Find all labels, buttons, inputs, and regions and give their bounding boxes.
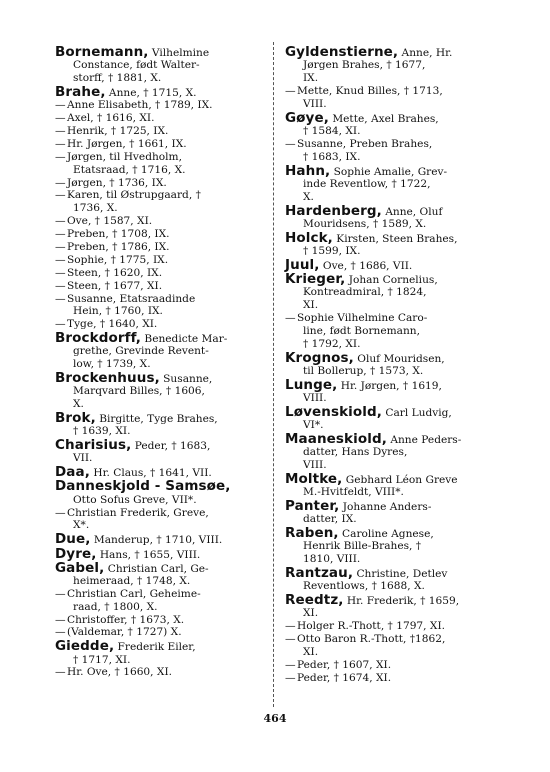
surname: Brok,	[55, 410, 96, 427]
index-entry	[55, 479, 265, 493]
dash-mark: —	[285, 620, 296, 633]
index-continuation	[55, 385, 265, 398]
dash-mark: —	[55, 215, 66, 228]
dash-mark: —	[55, 318, 66, 331]
surname: Lunge,	[285, 376, 338, 393]
entry-text: Peder, † 1683,	[131, 440, 211, 453]
entry-text: Kontreadmiral, † 1824,	[303, 286, 427, 299]
page-number: 464	[263, 712, 287, 725]
dash-mark: —	[55, 240, 66, 253]
entry-text: Ove, † 1587, XI.	[67, 215, 153, 228]
index-entry	[285, 351, 495, 365]
dash-mark: —	[55, 626, 66, 639]
dash-mark: —	[285, 632, 296, 645]
entry-text: Birgitte, Tyge Brahes,	[95, 413, 218, 426]
dash-mark: —	[55, 176, 66, 189]
entry-text: Sophie Vilhelmine Caro-	[297, 311, 428, 324]
index-continuation	[55, 601, 265, 614]
index-entry	[55, 438, 265, 452]
index-entry	[285, 231, 495, 245]
entry-text: Henrik, † 1725, IX.	[67, 124, 169, 137]
entry-text: Preben, † 1708, IX.	[67, 228, 170, 241]
index-continuation	[285, 540, 495, 553]
entry-text: Otto Baron R.-Thott, †1862,	[297, 632, 446, 645]
entry-text: Caroline Agnese,	[338, 527, 434, 540]
dash-mark: —	[285, 658, 296, 671]
index-subentry	[55, 99, 265, 112]
entry-text: Christine, Detlev	[353, 567, 448, 580]
dash-mark: —	[55, 613, 66, 626]
entry-text: Hr. Claus, † 1641, VII.	[89, 467, 212, 480]
entry-text: Hr. Jørgen, † 1619,	[337, 379, 442, 392]
index-entry	[285, 204, 495, 218]
entry-text: VIII.	[303, 458, 327, 471]
entry-text: X*.	[73, 519, 90, 532]
index-continuation	[285, 178, 495, 191]
index-entry	[285, 111, 495, 125]
surname: Maaneskiold,	[285, 430, 387, 447]
entry-text: M.-Hvitfeldt, VIII*.	[303, 485, 404, 498]
entry-text: Oluf Mouridsen,	[353, 352, 445, 365]
surname: Dyre,	[55, 545, 97, 562]
dash-mark: —	[55, 189, 66, 202]
entry-text: heimeraad, † 1748, X.	[73, 574, 191, 587]
surname: Moltke,	[285, 470, 343, 487]
index-entry	[55, 532, 265, 546]
index-subentry	[285, 672, 495, 685]
entry-text: line, født Bornemann,	[303, 324, 421, 337]
surname: Holck,	[285, 229, 333, 246]
entry-text: † 1599, IX.	[303, 244, 361, 257]
entry-text: Kirsten, Steen Brahes,	[332, 232, 458, 245]
entry-text: Mouridsens, † 1589, X.	[303, 217, 427, 230]
index-continuation	[285, 72, 495, 85]
entry-text: storff, † 1881, X.	[73, 72, 162, 85]
index-subentry	[55, 112, 265, 125]
surname: Due,	[55, 531, 91, 548]
surname: Hahn,	[285, 162, 331, 179]
surname: Brockenhuus,	[55, 370, 160, 387]
index-entry	[285, 258, 495, 272]
entry-text: datter, IX.	[303, 513, 357, 526]
entry-text: † 1683, IX.	[303, 150, 361, 163]
entry-text: Gebhard Léon Greve	[342, 473, 458, 486]
entry-text: † 1792, XI.	[303, 337, 361, 350]
index-subentry	[55, 189, 265, 202]
index-subentry	[285, 138, 495, 151]
index-entry	[55, 331, 265, 345]
dash-mark: —	[55, 506, 66, 519]
dash-mark: —	[55, 124, 66, 137]
index-continuation	[55, 654, 265, 667]
entry-text: Anne Peders-	[386, 433, 462, 446]
entry-text: Tyge, † 1640, XI.	[67, 318, 158, 331]
entry-text: Axel, † 1616, XI.	[67, 112, 155, 125]
dash-mark: —	[285, 671, 296, 684]
surname: Gyldenstierne,	[285, 44, 399, 60]
index-subentry	[55, 138, 265, 151]
index-continuation	[285, 325, 495, 338]
entry-text: Jørgen, til Hvedholm,	[67, 150, 182, 163]
entry-text: Anne, † 1715, X.	[105, 86, 197, 99]
entry-text: IX.	[303, 72, 319, 85]
surname: Raben,	[285, 524, 339, 541]
entry-text: Reventlows, † 1688, X.	[303, 580, 425, 593]
surname: Hardenberg,	[285, 202, 382, 219]
entry-text: Constance, født Walter-	[73, 59, 200, 72]
index-entry	[285, 593, 495, 607]
entry-text: Anne, Hr.	[398, 47, 453, 59]
index-entry	[285, 405, 495, 419]
entry-text: 1736, X.	[73, 202, 118, 215]
index-continuation	[285, 446, 495, 459]
index-continuation	[285, 299, 495, 312]
entry-text: † 1639, XI.	[73, 425, 131, 438]
entry-text: Marqvard Billes, † 1606,	[73, 385, 205, 398]
index-continuation	[285, 125, 495, 138]
index-entry	[55, 465, 265, 479]
index-entry	[285, 272, 495, 286]
surname: Gøye,	[285, 109, 329, 126]
dash-mark: —	[55, 137, 66, 150]
surname: Daa,	[55, 464, 90, 481]
entry-text: VII.	[73, 452, 93, 465]
left-column	[55, 45, 265, 679]
index-entry	[285, 378, 495, 392]
index-subentry	[55, 666, 265, 679]
entry-text: Susanne, Preben Brahes,	[297, 137, 433, 150]
index-subentry	[55, 177, 265, 190]
entry-text: Susanne,	[159, 373, 213, 386]
dash-mark: —	[55, 266, 66, 279]
index-entry	[285, 566, 495, 580]
dash-mark: —	[55, 112, 66, 125]
index-subentry	[55, 280, 265, 293]
dash-mark: —	[285, 311, 296, 324]
index-entry	[285, 526, 495, 540]
dash-mark: —	[55, 279, 66, 292]
right-column	[285, 45, 495, 685]
index-entry	[285, 499, 495, 513]
entry-text: grethe, Grevinde Revent-	[73, 345, 209, 358]
index-continuation	[55, 575, 265, 588]
dash-mark: —	[55, 99, 66, 112]
entry-text: Etatsraad, † 1716, X.	[73, 163, 186, 176]
surname: Giedde,	[55, 638, 115, 655]
index-entry	[55, 371, 265, 385]
entry-text: Manderup, † 1710, VIII.	[90, 534, 223, 547]
entry-text: Vilhelmine	[148, 47, 210, 59]
entry-text: Holger R.-Thott, † 1797, XI.	[297, 620, 446, 633]
index-entry	[285, 432, 495, 446]
entry-text: Christian Frederik, Greve,	[67, 506, 209, 519]
entry-text: VIII.	[303, 391, 327, 404]
entry-text: Carl Ludvig,	[381, 406, 452, 419]
entry-text: † 1717, XI.	[73, 653, 131, 666]
index-subentry	[55, 228, 265, 241]
index-subentry	[285, 85, 495, 98]
surname: Panter,	[285, 497, 340, 514]
entry-text: (Valdemar, † 1727) X.	[67, 626, 182, 639]
entry-text: XI.	[303, 299, 319, 311]
index-subentry	[55, 588, 265, 601]
dash-mark: —	[285, 137, 296, 150]
index-entry	[285, 472, 495, 486]
dash-mark: —	[55, 292, 66, 305]
entry-text: low, † 1739, X.	[73, 358, 151, 371]
entry-text: XI.	[303, 645, 319, 658]
entry-text: Peder, † 1674, XI.	[297, 671, 392, 684]
entry-text: Peder, † 1607, XI.	[297, 658, 392, 671]
entry-text: Hans, † 1655, VIII.	[96, 548, 201, 561]
entry-text: Susanne, Etatsraadinde	[67, 292, 196, 305]
column-divider	[273, 42, 274, 707]
surname: Bornemann,	[55, 44, 149, 60]
entry-text: Anne Elisabeth, † 1789, IX.	[67, 99, 213, 112]
surname: Gabel,	[55, 559, 105, 576]
entry-text: Christoffer, † 1673, X.	[67, 613, 185, 626]
index-entry	[55, 561, 265, 575]
surname: Krognos,	[285, 349, 354, 366]
index-entry	[55, 411, 265, 425]
entry-text: Johan Cornelius,	[345, 273, 438, 286]
surname: Danneskjold - Samsøe,	[55, 478, 231, 495]
index-entry	[55, 547, 265, 561]
entry-text: Hr. Frederik, † 1659,	[343, 594, 460, 607]
dash-mark: —	[285, 84, 296, 97]
index-continuation	[285, 286, 495, 299]
index-continuation	[55, 305, 265, 318]
index-subentry	[285, 633, 495, 646]
surname: Juul,	[285, 256, 320, 273]
index-entry	[285, 164, 495, 178]
entry-text: 1810, VIII.	[303, 553, 361, 565]
index-continuation	[55, 59, 265, 72]
entry-text: Hr. Ove, † 1660, XI.	[67, 666, 173, 679]
entry-text: til Bollerup, † 1573, X.	[303, 364, 424, 377]
entry-text: datter, Hans Dyres,	[303, 445, 408, 458]
surname: Rantzau,	[285, 564, 354, 581]
entry-text: Steen, † 1677, XI.	[67, 279, 163, 292]
index-entry	[55, 45, 265, 59]
entry-text: Sophie Amalie, Grev-	[330, 165, 448, 178]
surname: Brockdorff,	[55, 330, 142, 347]
surname: Løvenskiold,	[285, 403, 382, 420]
entry-text: Henrik Bille-Brahes, †	[303, 540, 422, 553]
surname: Charisius,	[55, 437, 132, 454]
index-subentry	[55, 215, 265, 228]
entry-text: raad, † 1800, X.	[73, 600, 158, 613]
entry-text: X.	[303, 190, 314, 203]
index-continuation	[55, 345, 265, 358]
index-subentry	[55, 293, 265, 306]
index-subentry	[55, 125, 265, 138]
entry-text: Johanne Anders-	[339, 500, 432, 513]
entry-text: Hr. Jørgen, † 1661, IX.	[67, 137, 187, 150]
entry-text: Mette, Axel Brahes,	[328, 112, 439, 125]
index-continuation	[285, 646, 495, 659]
surname: Reedtz,	[285, 591, 344, 608]
entry-text: Benedicte Mar-	[141, 333, 228, 346]
dash-mark: —	[55, 666, 66, 679]
index-subentry	[285, 620, 495, 633]
index-subentry	[55, 614, 265, 627]
surname: Krieger,	[285, 270, 346, 287]
dash-mark: —	[55, 228, 66, 241]
entry-text: inde Reventlow, † 1722,	[303, 177, 431, 190]
index-subentry	[55, 254, 265, 267]
index-subentry	[55, 507, 265, 520]
index-subentry	[285, 659, 495, 672]
entry-text: Hein, † 1760, IX.	[73, 305, 163, 318]
index-continuation	[285, 59, 495, 72]
entry-text: Ove, † 1686, VII.	[319, 259, 413, 272]
index-subentry	[55, 241, 265, 254]
entry-text: XI.	[303, 607, 319, 620]
index-continuation	[285, 607, 495, 620]
index-subentry	[285, 312, 495, 325]
dash-mark: —	[55, 587, 66, 600]
entry-text: Karen, til Østrupgaard, †	[67, 189, 201, 202]
index-subentry	[55, 151, 265, 164]
entry-text: Christian Carl, Ge-	[104, 562, 209, 575]
dash-mark: —	[55, 150, 66, 163]
index-continuation	[55, 164, 265, 177]
entry-text: Jørgen, † 1736, IX.	[67, 176, 167, 189]
entry-text: Sophie, † 1775, IX.	[67, 253, 169, 266]
entry-text: † 1584, XI.	[303, 124, 361, 137]
entry-text: X.	[73, 398, 84, 411]
entry-text: VIII.	[303, 97, 327, 110]
entry-text: Otto Sofus Greve, VII*.	[73, 493, 197, 506]
entry-text: Frederik Eiler,	[114, 641, 196, 654]
index-continuation	[55, 202, 265, 215]
entry-text: Mette, Knud Billes, † 1713,	[297, 84, 443, 97]
entry-text: Steen, † 1620, IX.	[67, 266, 163, 279]
index-subentry	[55, 267, 265, 280]
surname: Brahe,	[55, 83, 106, 100]
index-entry	[55, 639, 265, 653]
entry-text: Anne, Oluf	[381, 205, 443, 218]
entry-text: Preben, † 1786, IX.	[67, 240, 170, 253]
entry-text: Christian Carl, Geheime-	[67, 587, 201, 600]
entry-text: VI*.	[303, 418, 324, 431]
index-entry	[55, 85, 265, 99]
index-entry	[285, 45, 495, 59]
entry-text: Jørgen Brahes, † 1677,	[303, 59, 426, 72]
index-continuation	[55, 494, 265, 507]
dash-mark: —	[55, 253, 66, 266]
